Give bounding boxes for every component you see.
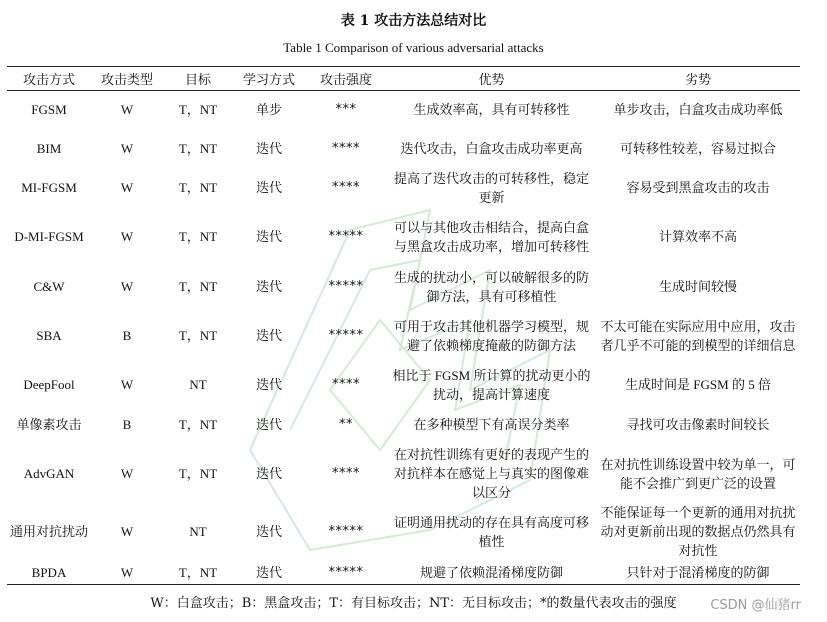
cell-pros: 规避了依赖混淆梯度防御 xyxy=(419,564,563,580)
table-row xyxy=(7,365,800,405)
cell-target: T，NT xyxy=(178,102,218,118)
cell-cons: 单步攻击，白盒攻击成功率低 xyxy=(613,102,783,118)
cell-pros: 生成的扰动小，可以破解很多的防御方法，具有可移植性 xyxy=(393,269,589,304)
cell-method: 通用对抗扰动 xyxy=(9,524,88,539)
cell-pros: 生成效率高，具有可转移性 xyxy=(413,102,570,118)
comparison-table xyxy=(7,66,800,585)
cell-cons: 在对抗性训练设置中较为单一，可能不会推广到更广泛的设置 xyxy=(600,456,796,491)
cell-target: T，NT xyxy=(178,466,218,481)
cell-method: D-MI-FGSM xyxy=(14,229,84,244)
cell-strength: **** xyxy=(332,377,360,392)
cell-target: NT xyxy=(189,377,207,392)
cell-strength: ** xyxy=(339,417,353,432)
cell-strength: *** xyxy=(335,102,357,118)
cell-learning: 迭代 xyxy=(255,229,282,244)
cell-strength: **** xyxy=(332,466,360,481)
cell-type: B xyxy=(122,328,132,343)
cell-target: T，NT xyxy=(178,180,218,195)
cell-cons: 寻找可攻击像素时间较长 xyxy=(626,417,770,432)
header-pros: 优势 xyxy=(478,72,505,87)
table-row xyxy=(7,307,800,365)
table-header-row xyxy=(7,67,800,91)
cell-target: T，NT xyxy=(178,141,218,156)
cell-type: W xyxy=(120,377,134,392)
cell-strength: ***** xyxy=(328,328,364,343)
cell-pros: 迭代攻击，白盒攻击成功率更高 xyxy=(400,141,583,156)
table-title-chinese: 表 1 攻击方法总结对比 xyxy=(340,13,487,29)
cell-cons: 计算效率不高 xyxy=(658,229,737,244)
cell-strength: ***** xyxy=(328,564,364,580)
cell-strength: ***** xyxy=(328,229,364,244)
cell-pros: 可用于攻击其他机器学习模型，规避了依赖梯度掩蔽的防御方法 xyxy=(393,318,589,353)
cell-type: W xyxy=(120,524,134,539)
cell-type: W xyxy=(120,279,134,294)
cell-learning: 迭代 xyxy=(255,180,282,195)
cell-method: SBA xyxy=(36,328,62,343)
header-type: 攻击类型 xyxy=(100,72,153,87)
header-method: 攻击方式 xyxy=(22,72,75,87)
cell-cons: 生成时间是 FGSM 的 5 倍 xyxy=(625,377,771,392)
cell-cons: 容易受到黑盒攻击的攻击 xyxy=(626,180,770,195)
table-row xyxy=(7,169,800,207)
cell-learning: 迭代 xyxy=(255,279,282,294)
cell-pros: 在多种模型下有高误分类率 xyxy=(413,417,570,432)
cell-method: DeepFool xyxy=(23,377,75,392)
table-row xyxy=(7,207,800,267)
cell-learning: 迭代 xyxy=(255,466,282,481)
cell-strength: ***** xyxy=(328,524,364,539)
table-row xyxy=(7,561,800,585)
header-cons: 劣势 xyxy=(684,72,711,87)
cell-type: W xyxy=(120,102,134,118)
cell-target: NT xyxy=(189,524,207,539)
table-row xyxy=(7,405,800,445)
cell-pros: 在对抗性训练有更好的表现产生的对抗样本在感觉上与真实的图像难以区分 xyxy=(393,447,589,500)
cell-target: T，NT xyxy=(178,417,218,432)
cell-cons: 不太可能在实际应用中应用，攻击者几乎不可能的到模型的详细信息 xyxy=(600,318,796,353)
cell-learning: 迭代 xyxy=(255,524,282,539)
cell-cons: 可转移性较差，容易过拟合 xyxy=(619,141,776,156)
cell-target: T，NT xyxy=(178,564,218,580)
cell-cons: 不能保证每一个更新的通用对抗扰动对更新前出现的数据点仍然具有对抗性 xyxy=(600,505,796,558)
cell-type: W xyxy=(120,229,134,244)
cell-strength: **** xyxy=(332,141,360,156)
cell-method: 单像素攻击 xyxy=(16,417,82,432)
table-row xyxy=(7,129,800,169)
cell-method: BIM xyxy=(36,141,62,156)
cell-type: W xyxy=(120,466,134,481)
table-row xyxy=(7,503,800,561)
header-learning: 学习方式 xyxy=(242,72,295,87)
cell-target: T，NT xyxy=(178,279,218,294)
table-title-english: Table 1 Comparison of various adversarial attacks xyxy=(283,40,544,55)
cell-learning: 迭代 xyxy=(255,564,282,580)
cell-strength: **** xyxy=(332,180,360,195)
cell-method: AdvGAN xyxy=(23,466,75,481)
table-row xyxy=(7,91,800,129)
cell-type: B xyxy=(122,417,132,432)
cell-learning: 迭代 xyxy=(255,417,282,432)
table-row xyxy=(7,267,800,307)
table-footnote: W：白盒攻击；B：黑盒攻击；T：有目标攻击；NT：无目标攻击；*的数量代表攻击的强度 xyxy=(150,596,677,611)
cell-method: C&W xyxy=(33,279,65,294)
source-watermark: CSDN @仙猪rr xyxy=(710,598,801,613)
table-row xyxy=(7,445,800,503)
cell-pros: 提高了迭代攻击的可转移性，稳定更新 xyxy=(393,170,589,205)
cell-pros: 证明通用扰动的存在具有高度可移植性 xyxy=(393,514,589,549)
cell-target: T，NT xyxy=(178,229,218,244)
cell-type: W xyxy=(120,564,134,580)
cell-method: MI-FGSM xyxy=(21,180,77,195)
cell-pros: 相比于 FGSM 所计算的扰动更小的扰动，提高计算速度 xyxy=(392,367,591,402)
cell-target: T，NT xyxy=(178,328,218,343)
cell-method: BPDA xyxy=(31,564,67,580)
cell-learning: 迭代 xyxy=(255,377,282,392)
cell-cons: 只针对于混淆梯度的防御 xyxy=(626,564,770,580)
cell-strength: ***** xyxy=(328,279,364,294)
cell-learning: 单步 xyxy=(255,102,282,118)
cell-learning: 迭代 xyxy=(255,328,282,343)
header-strength: 攻击强度 xyxy=(319,72,372,87)
cell-pros: 可以与其他攻击相结合，提高白盒与黑盒攻击成功率，增加可转移性 xyxy=(393,219,589,254)
cell-learning: 迭代 xyxy=(255,141,282,156)
cell-type: W xyxy=(120,180,134,195)
cell-cons: 生成时间较慢 xyxy=(658,279,737,294)
header-target: 目标 xyxy=(184,72,211,87)
cell-method: FGSM xyxy=(31,102,67,118)
cell-type: W xyxy=(120,141,134,156)
